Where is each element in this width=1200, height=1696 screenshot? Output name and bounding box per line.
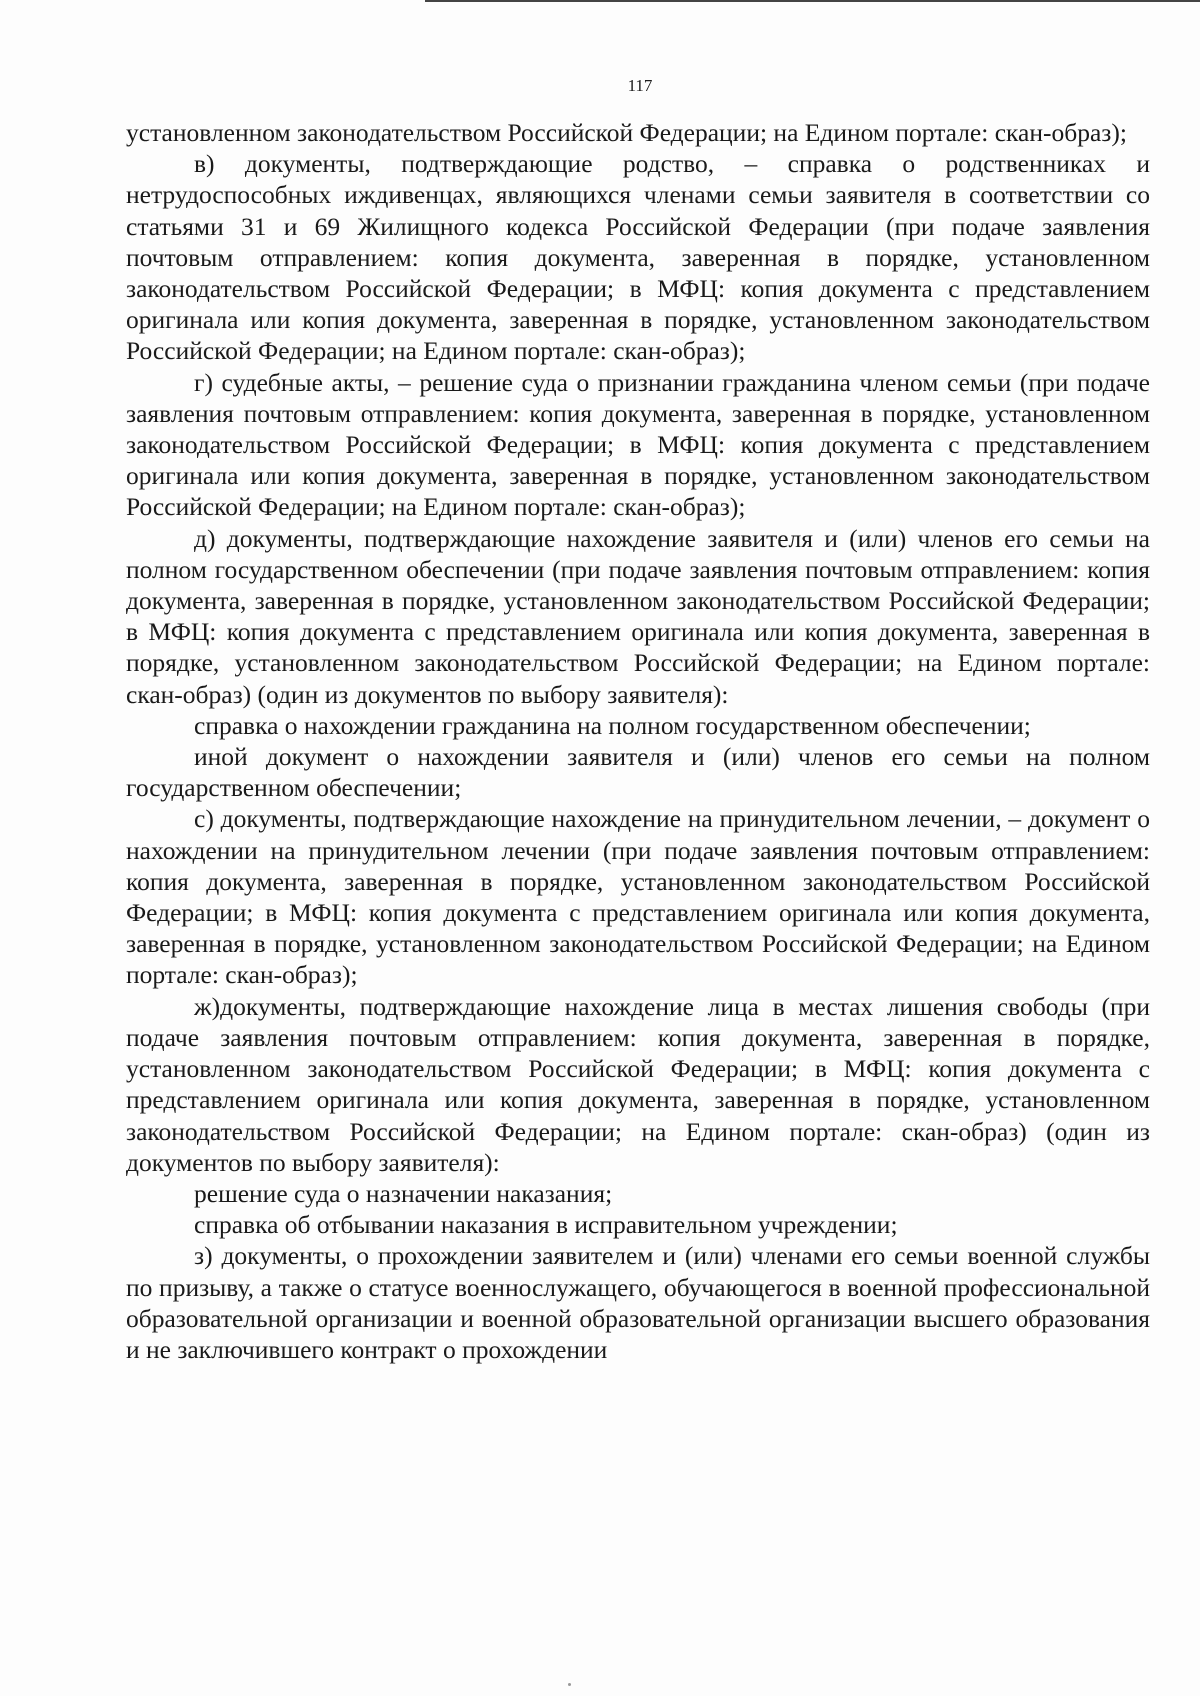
paragraph-item-zh: ж)документы, подтверждающие нахождение лица в местах лишения свободы (при подаче заявления почтовым отправлением: копия документа, заверенная в порядке, установленном законодательством Российской Федерации; в МФЦ: копия документа с представлением оригинала или копия документа, заверенная в порядке, установленном законодательством Российской Федерации; на Едином портале: скан-образ) (один из документов по выбору заявителя):: [126, 991, 1150, 1177]
page-number: 117: [627, 76, 653, 95]
paragraph-subitem: справка о нахождении гражданина на полном государственном обеспечении;: [194, 710, 1031, 740]
paragraph-item-z: з) документы, о прохождении заявителем и (или) членами его семьи военной службы по призыву, а также о статусе военнослужащего, обучающегося в военной профессиональной образовательной организации и военной образовательной организации высшего образования и не заключившего контракт о прохождении: [126, 1241, 1150, 1364]
paragraph-continuation: установленном законодательством Российской Федерации; на Едином портале: скан-образ);: [126, 118, 1127, 147]
document-body: [126, 117, 1150, 1365]
paragraph-subitem: справка об отбывании наказания в исправительном учреждении;: [194, 1210, 898, 1240]
paragraph-subitem: решение суда о назначении наказания;: [194, 1178, 613, 1208]
scan-speck: [568, 1683, 571, 1686]
scan-edge-line: [425, 0, 1200, 2]
paragraph-item-g: г) судебные акты, – решение суда о признании гражданина членом семьи (при подаче заявления почтовым отправлением: копия документа, заверенная в порядке, установленном законодательством Российской Федерации; в МФЦ: копия документа с представлением оригинала или копия документа, заверенная в порядке, установленном законодательством Российской Федерации; на Едином портале: скан-образ);: [126, 367, 1150, 522]
paragraph-item-d: д) документы, подтверждающие нахождение заявителя и (или) членов его семьи на полном государственном обеспечении (при подаче заявления почтовым отправлением: копия документа, заверенная в порядке, установленном законодательством Российской Федерации; в МФЦ: копия документа с представлением оригинала или копия документа, заверенная в порядке, установленном законодательством Российской Федерации; на Едином портале: скан-образ) (один из документов по выбору заявителя):: [126, 523, 1150, 709]
paragraph-item-v: в) документы, подтверждающие родство, – справка о родственниках и нетрудоспособных иждивенцах, являющихся членами семьи заявителя в соответствии со статьями 31 и 69 Жилищного кодекса Российской Федерации (при подаче заявления почтовым отправлением: копия документа, заверенная в порядке, установленном законодательством Российской Федерации; в МФЦ: копия документа с представлением оригинала или копия документа, заверенная в порядке, установленном законодательством Российской Федерации; на Едином портале: скан-образ);: [126, 149, 1150, 366]
paragraph-item-s: с) документы, подтверждающие нахождение на принудительном лечении, – документ о нахождении на принудительном лечении (при подаче заявления почтовым отправлением: копия документа, заверенная в порядке, установленном законодательством Российской Федерации; в МФЦ: копия документа с представлением оригинала или копия документа, заверенная в порядке, установленном законодательством Российской Федерации; на Едином портале: скан-образ);: [126, 804, 1150, 990]
paragraph-subitem: иной документ о нахождении заявителя и (или) членов его семьи на полном государственном обеспечении;: [126, 742, 1150, 803]
